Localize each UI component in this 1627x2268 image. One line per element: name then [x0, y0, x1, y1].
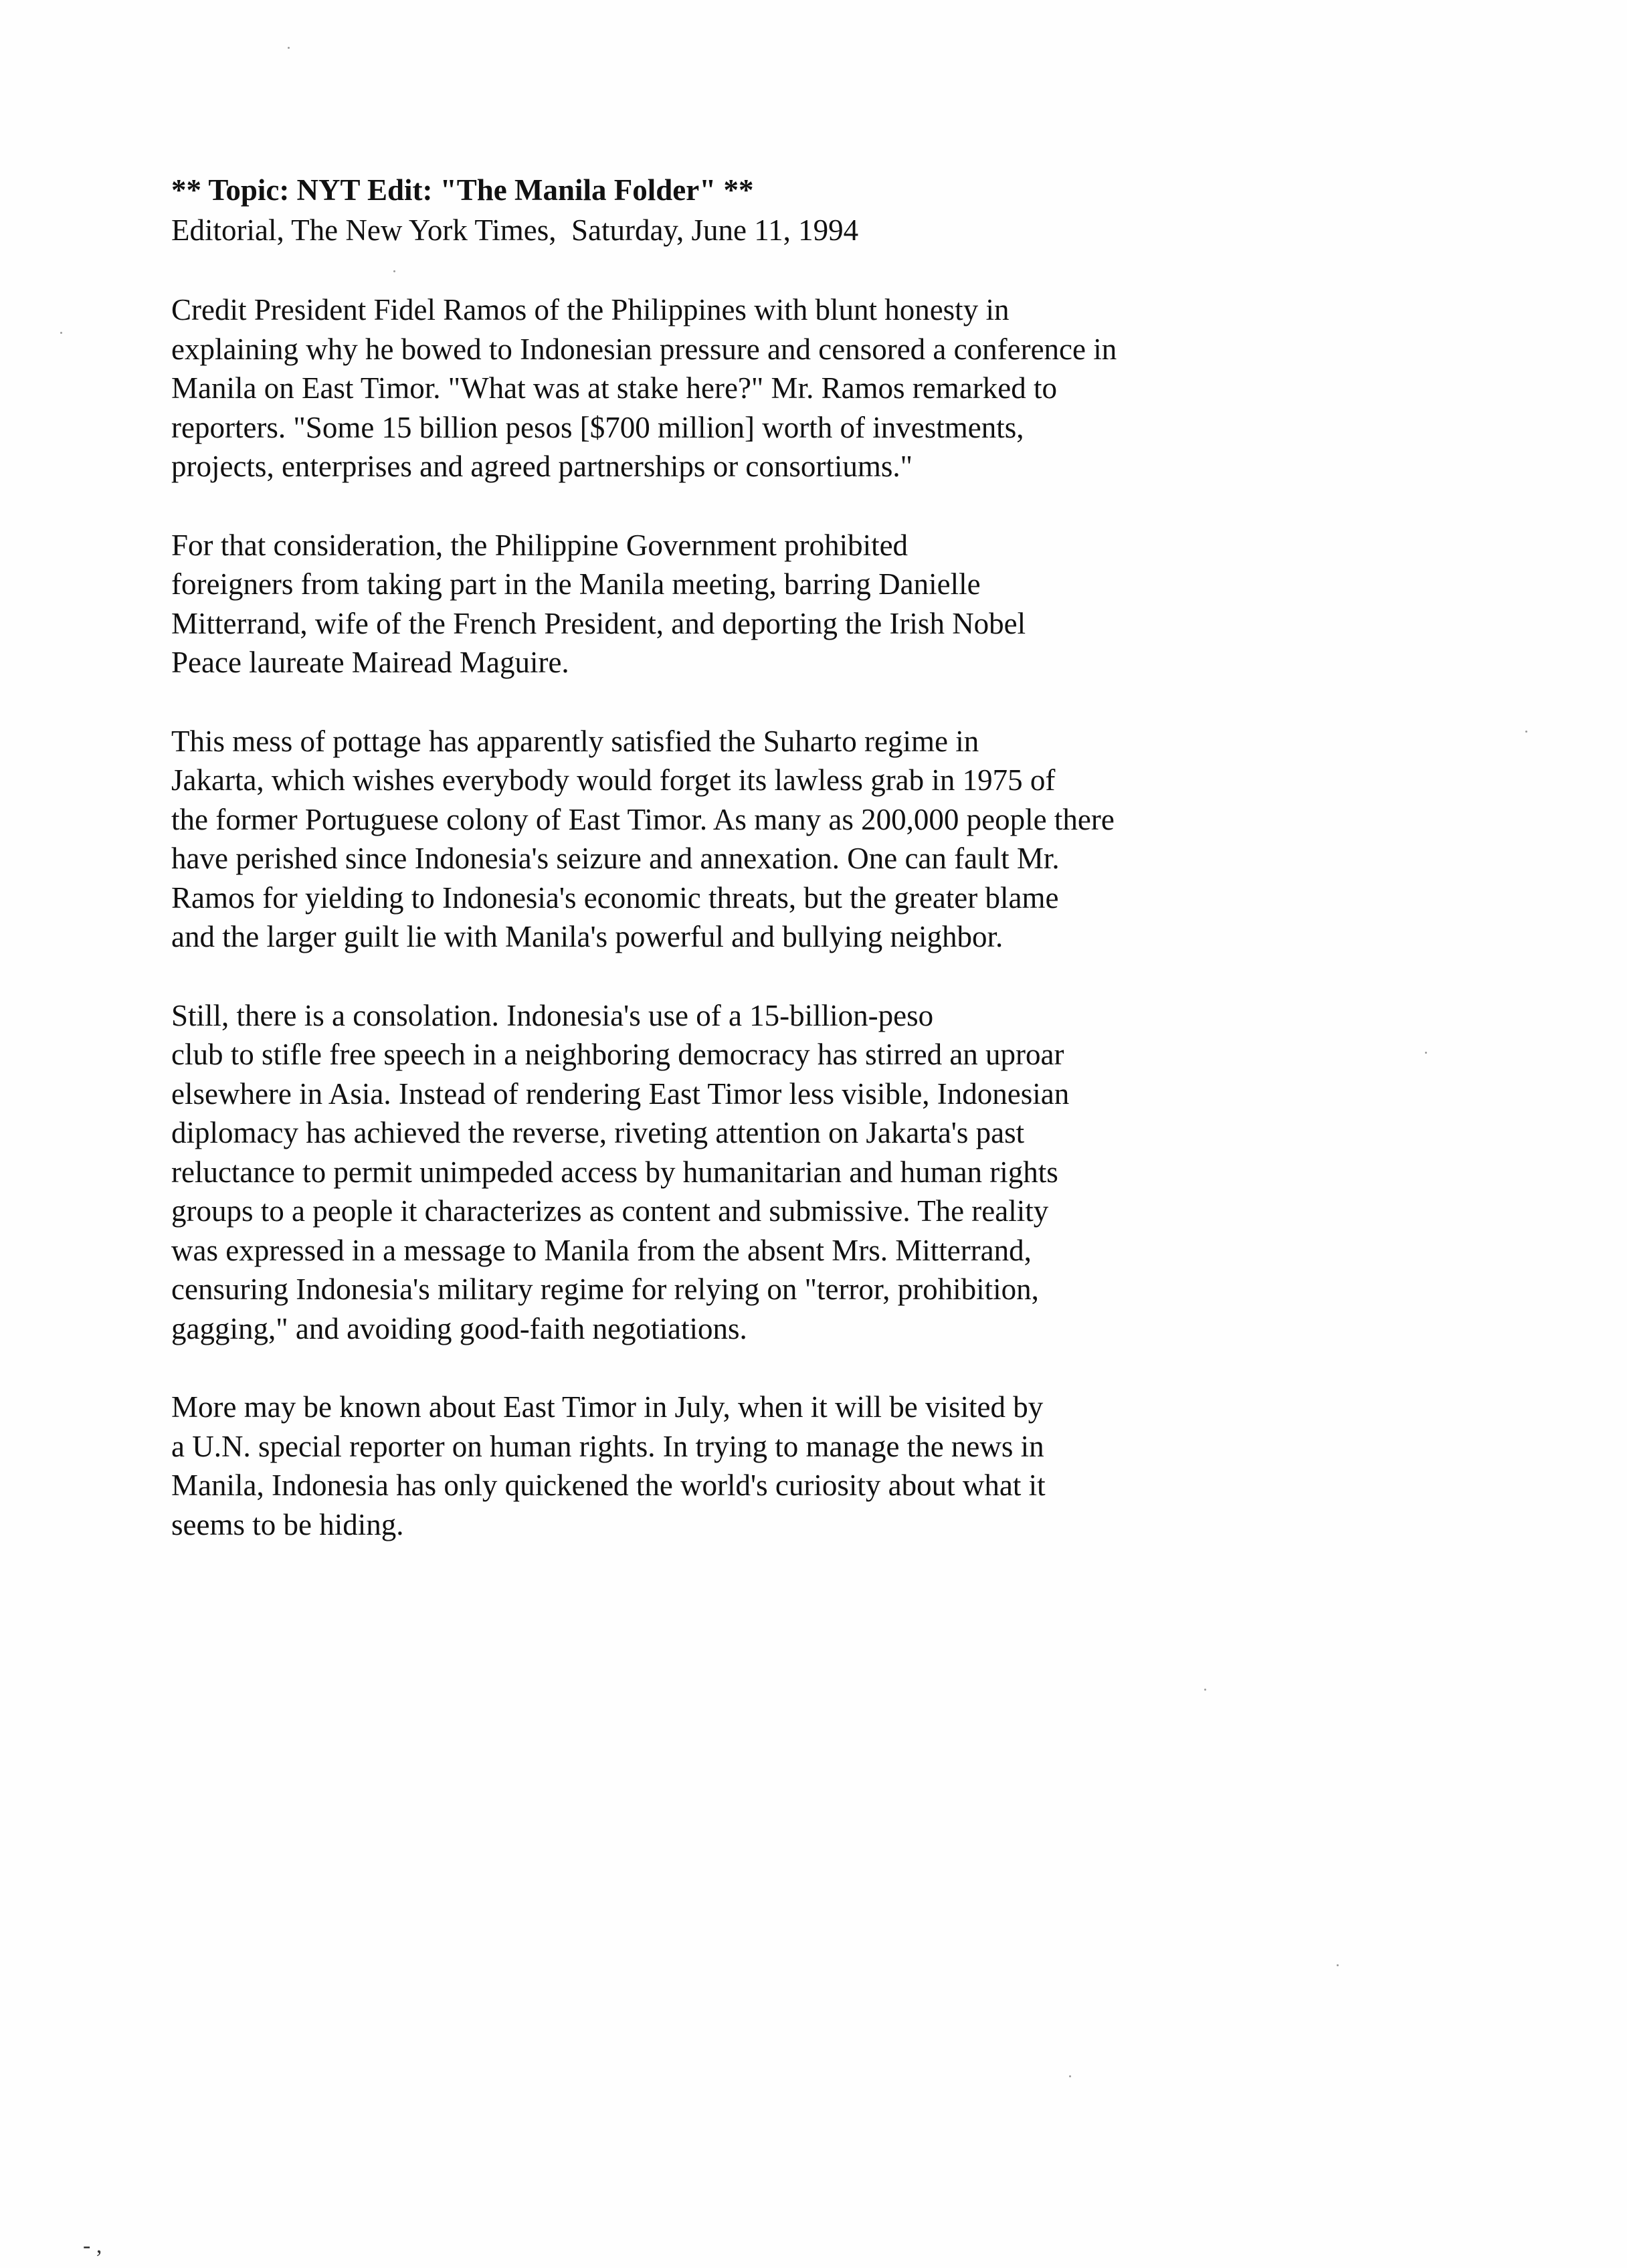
text-line: For that consideration, the Philippine Government prohibited: [171, 528, 908, 562]
text-line: the former Portuguese colony of East Timor. As many as 200,000 people there: [171, 802, 1115, 836]
topic-heading: ** Topic: NYT Edit: "The Manila Folder" **: [171, 173, 754, 207]
text-line: explaining why he bowed to Indonesian pressure and censored a conference in: [171, 332, 1117, 366]
text-line: More may be known about East Timor in July, when it will be visited by: [171, 1390, 1044, 1424]
text-line: gagging," and avoiding good-faith negotiations.: [171, 1311, 747, 1345]
text-line: reporters. "Some 15 billion pesos [$700 million] worth of investments,: [171, 410, 1024, 444]
text-line: club to stifle free speech in a neighboring democracy has stirred an uproar: [171, 1038, 1064, 1071]
text-line: Jakarta, which wishes everybody would forget its lawless grab in 1975 of: [171, 763, 1056, 797]
text-line: diplomacy has achieved the reverse, riveting attention on Jakarta's past: [171, 1116, 1025, 1149]
text-line: Mitterrand, wife of the French President, and deporting the Irish Nobel: [171, 606, 1026, 640]
paragraph-4: [171, 996, 1442, 1349]
text-line: Credit President Fidel Ramos of the Philippines with blunt honesty in: [171, 293, 1010, 326]
text-line: and the larger guilt lie with Manila's powerful and bullying neighbor.: [171, 920, 1003, 953]
text-line: projects, enterprises and agreed partnerships or consortiums.": [171, 450, 913, 483]
byline: Editorial, The New York Times, Saturday, June 11, 1994: [171, 213, 859, 247]
text-line: Manila on East Timor. "What was at stake here?" Mr. Ramos remarked to: [171, 371, 1057, 405]
paragraph-3: [171, 722, 1442, 957]
text-line: This mess of pottage has apparently satisfied the Suharto regime in: [171, 724, 979, 758]
text-line: have perished since Indonesia's seizure and annexation. One can fault Mr.: [171, 842, 1060, 875]
text-line: Manila, Indonesia has only quickened the world's curiosity about what it: [171, 1469, 1046, 1502]
paragraph-5: [171, 1388, 1442, 1544]
text-line: Ramos for yielding to Indonesia's economic threats, but the greater blame: [171, 880, 1059, 915]
scan-speck: [1204, 1689, 1206, 1691]
text-line: foreigners from taking part in the Manila meeting, barring Danielle: [171, 567, 981, 601]
text-line: a U.N. special reporter on human rights. In trying to manage the news in: [171, 1429, 1044, 1463]
scan-speck: [288, 47, 290, 49]
scan-speck: [1525, 731, 1527, 733]
text-line: elsewhere in Asia. Instead of rendering East Timor less visible, Indonesian: [171, 1076, 1070, 1111]
scan-speck: [1069, 2075, 1071, 2077]
editorial-article: [171, 170, 1442, 1584]
text-line: Peace laureate Mairead Maguire.: [171, 646, 569, 679]
text-line: reluctance to permit unimpeded access by humanitarian and human rights: [171, 1155, 1058, 1189]
text-line: Still, there is a consolation. Indonesia's use of a 15-billion-peso: [171, 998, 934, 1032]
paragraph-2: [171, 526, 1442, 682]
text-line: censuring Indonesia's military regime for relying on "terror, prohibition,: [171, 1272, 1039, 1306]
scan-speck: [60, 332, 62, 334]
scan-speck: [1337, 1964, 1339, 1966]
text-line: seems to be hiding.: [171, 1507, 404, 1541]
paragraph-1: [171, 290, 1442, 486]
text-line: was expressed in a message to Manila from the absent Mrs. Mitterrand,: [171, 1233, 1032, 1267]
text-line: groups to a people it characterizes as content and submissive. The reality: [171, 1194, 1049, 1228]
corner-mark: - ,: [83, 2233, 102, 2258]
